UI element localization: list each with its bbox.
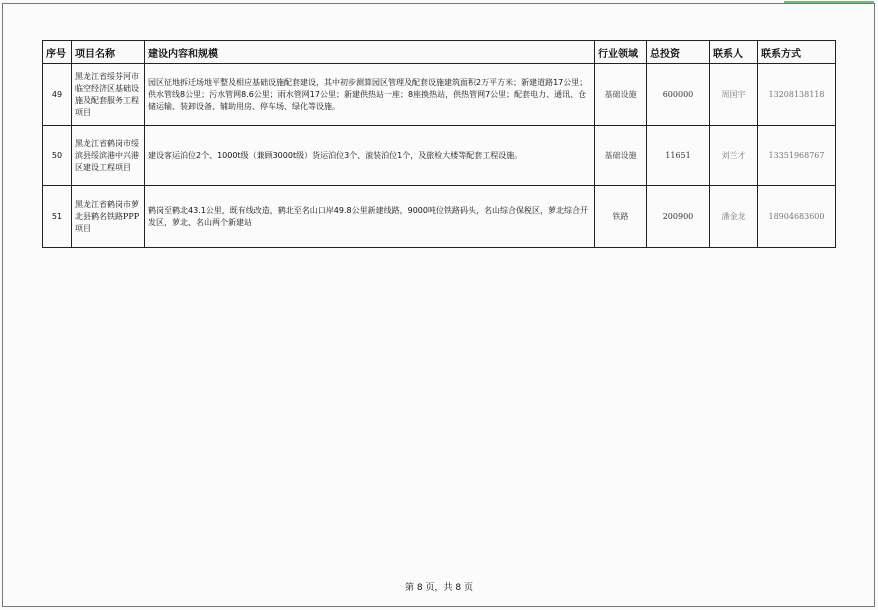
page-number: 第 8 页，共 8 页 — [405, 583, 473, 593]
project-content: 建设客运泊位2个、1000t级（兼顾3000t级）货运泊位3个、滚装泊位1个，及旅检大楼等配套工程设施。 — [145, 126, 595, 186]
contact-person: 刘兰才 — [710, 126, 758, 186]
contact-person: 潘金龙 — [710, 186, 758, 248]
table-row — [43, 64, 836, 126]
row-number: 50 — [43, 126, 72, 186]
scan-edge-mark — [784, 1, 874, 3]
table-row — [43, 186, 836, 248]
header-no: 序号 — [43, 41, 72, 64]
project-name: 黑龙江省绥芬河市临空经济区基础设施及配套服务工程项目 — [72, 64, 145, 126]
header-content: 建设内容和规模 — [145, 41, 595, 64]
contact-phone: 13351968767 — [758, 126, 836, 186]
header-industry: 行业领域 — [595, 41, 647, 64]
header-investment: 总投资 — [647, 41, 710, 64]
contact-phone: 18904683600 — [758, 186, 836, 248]
table-row — [43, 126, 836, 186]
project-content: 园区征地拆迁场地平整及相应基础设施配套建设，其中初步测算园区管理及配套设施建筑面积2万平方米；新建道路17公里；供水管线8公里；污水管网8.6公里；雨水管网17公里；新建供热站一座；8座换热站，供热管网7公里；配套电力、通讯、仓储运输、装卸设备、辅助用房、停车场、绿化等设施。 — [145, 64, 595, 126]
industry: 基础设施 — [595, 64, 647, 126]
contact-phone: 13208138118 — [758, 64, 836, 126]
header-contact: 联系人 — [710, 41, 758, 64]
project-content: 鹤岗至鹤北43.1公里，既有线改造，鹤北至名山口岸49.8公里新建线路，9000吨位铁路码头，名山综合保税区，萝北综合开发区，萝北、名山两个新建站 — [145, 186, 595, 248]
header-phone: 联系方式 — [758, 41, 836, 64]
contact-person: 周国宇 — [710, 64, 758, 126]
industry: 基础设施 — [595, 126, 647, 186]
total-investment: 200900 — [647, 186, 710, 248]
row-number: 51 — [43, 186, 72, 248]
project-name: 黑龙江省鹤岗市萝北县鹤名铁路PPP项目 — [72, 186, 145, 248]
project-table — [42, 40, 836, 248]
total-investment: 11651 — [647, 126, 710, 186]
project-name: 黑龙江省鹤岗市绥滨县绥滨港中兴港区建设工程项目 — [72, 126, 145, 186]
row-number: 49 — [43, 64, 72, 126]
industry: 铁路 — [595, 186, 647, 248]
header-name: 项目名称 — [72, 41, 145, 64]
table-header-row — [43, 41, 836, 64]
total-investment: 600000 — [647, 64, 710, 126]
